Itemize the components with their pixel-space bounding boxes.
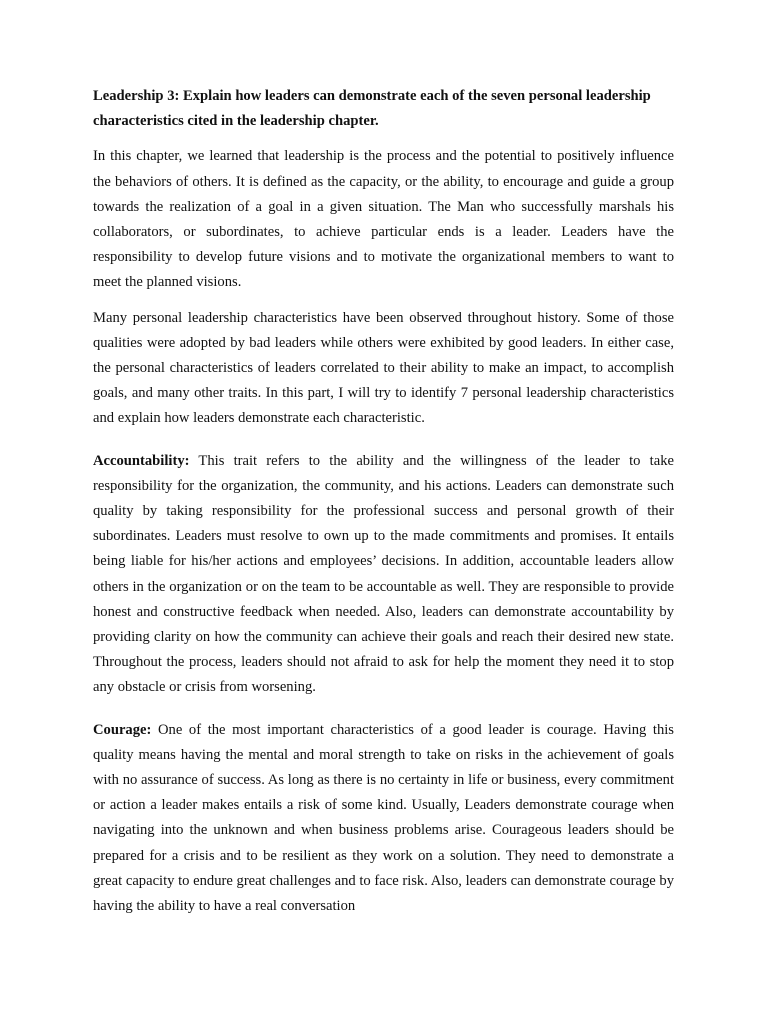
paragraph-heading: Accountability: bbox=[93, 452, 190, 469]
paragraph-characteristics-overview bbox=[93, 306, 674, 432]
paragraph-heading: Courage: bbox=[93, 721, 152, 738]
paragraph-text: One of the most important characteristics of a good leader is courage. Having this quality means having the mental and moral strength to take on risks in the achievement of goals with no assurance of success. As long as there is no certainty in life or business, every commitment or action a leader makes entails a risk of some kind. Usually, Leaders demonstrate courage when navigating into the unknown and when business problems arise. Courageous leaders should be prepared for a crisis and to be resilient as they work on a solution. They need to demonstrate a great capacity to endure great challenges and to face risk. Also, leaders can demonstrate courage by having the ability to have a real conversation bbox=[93, 721, 674, 915]
paragraph-courage bbox=[93, 718, 674, 920]
paragraph-text: In this chapter, we learned that leadership is the process and the potential to positively influence the behaviors of others. It is defined as the capacity, or the ability, to encourage and guide a group towards the realization of a goal in a given situation. The Man who successfully marshals his collaborators, or subordinates, to achieve particular ends is a leader. Leaders have the responsibility to develop future visions and to motivate the organizational members to want to meet the planned visions. bbox=[93, 148, 674, 291]
paragraph-accountability bbox=[93, 449, 674, 701]
paragraph-text: Many personal leadership characteristics have been observed throughout history. Some of those qualities were adopted by bad leaders while others were exhibited by good leaders. In either case, the personal characteristics of leaders correlated to their ability to make an impact, to accomplish goals, and many other traits. In this part, I will try to identify 7 personal leadership characteristics and explain how leaders demonstrate each characteristic. bbox=[93, 309, 674, 427]
paragraph-text: This trait refers to the ability and the willingness of the leader to take responsibility for the organization, the community, and his actions. Leaders can demonstrate such quality by taking responsibility for the professional success and personal growth of their subordinates. Leaders must resolve to own up to the made commitments and promises. It entails being liable for his/her actions and employees’ decisions. In addition, accountable leaders allow others in the organization or on the team to be accountable as well. They are responsible to provide honest and constructive feedback when needed. Also, leaders can demonstrate accountability by providing clarity on how the community can achieve their goals and reach their desired new state. Throughout the process, leaders should not afraid to ask for help the moment they need it to stop any obstacle or crisis from worsening. bbox=[93, 452, 674, 696]
document-title: Leadership 3: Explain how leaders can demonstrate each of the seven personal leadership characteristics cited in the leadership chapter. bbox=[93, 88, 651, 130]
document-body bbox=[93, 84, 674, 929]
paragraph-intro bbox=[93, 144, 674, 295]
